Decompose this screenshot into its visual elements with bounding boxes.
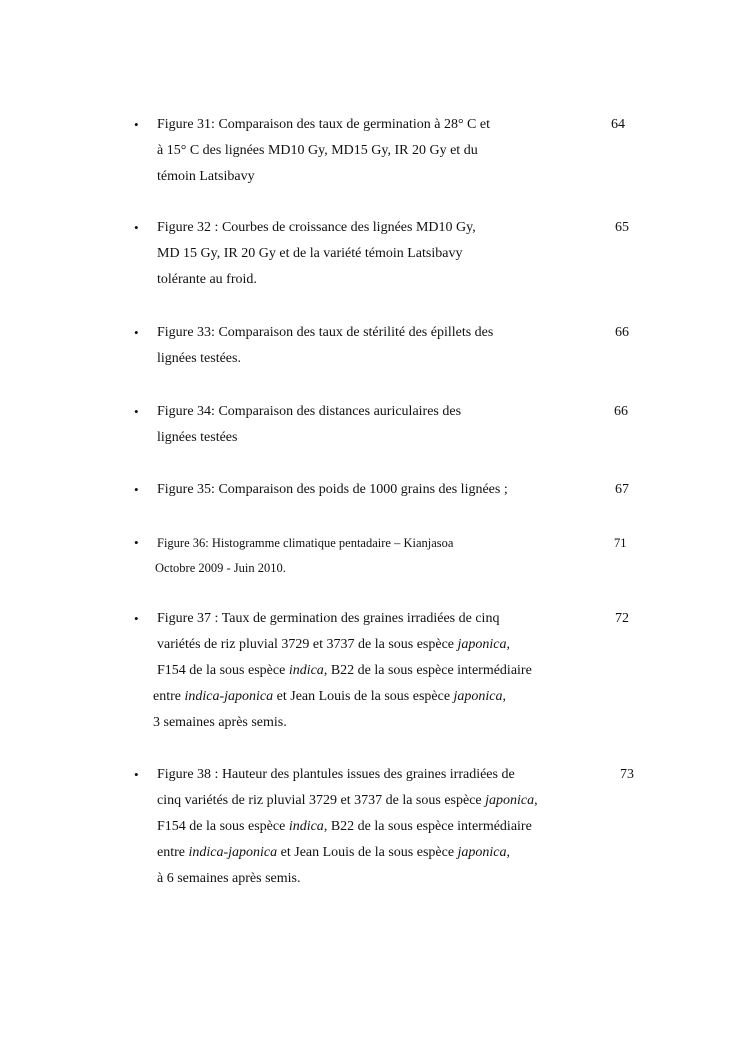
page-number: 66 bbox=[614, 404, 628, 419]
entry-line: lignées testées bbox=[157, 430, 238, 445]
italic-term: indica-japonica bbox=[184, 689, 274, 704]
text-run: , bbox=[506, 637, 511, 652]
text-run: F154 de la sous espèce bbox=[157, 819, 289, 834]
entry-line: Octobre 2009 - Juin 2010. bbox=[155, 561, 286, 575]
italic-term: indica bbox=[288, 819, 324, 834]
entry-line bbox=[153, 684, 506, 710]
entry-line: à 15° C des lignées MD10 Gy, MD15 Gy, IR 20 Gy et du bbox=[157, 143, 478, 158]
bullet-icon: • bbox=[134, 482, 139, 497]
page-number: 64 bbox=[611, 117, 625, 132]
text-run: et Jean Louis de la sous espèce bbox=[273, 689, 454, 704]
entry-line: Figure 33: Comparaison des taux de stérilité des épillets des bbox=[157, 325, 494, 340]
bullet-icon: • bbox=[134, 767, 139, 782]
bullet-icon: • bbox=[134, 325, 139, 340]
italic-term: japonica bbox=[457, 845, 507, 860]
text-run: F154 de la sous espèce bbox=[157, 663, 289, 678]
page-number: 71 bbox=[614, 536, 627, 550]
entry-line: Figure 37 : Taux de germination des graines irradiées de cinq bbox=[157, 611, 500, 626]
text-run: entre bbox=[153, 689, 185, 704]
bullet-icon: • bbox=[134, 535, 139, 550]
text-run: cinq variétés de riz pluvial 3729 et 3737 de la sous espèce bbox=[157, 793, 486, 808]
text-run: , bbox=[506, 845, 511, 860]
bullet-icon: • bbox=[134, 404, 139, 419]
text-run: , bbox=[534, 793, 538, 808]
entry-line bbox=[157, 658, 532, 684]
entry-line: Figure 36: Histogramme climatique pentadaire – Kianjasoa bbox=[157, 536, 454, 550]
entry-line: 3 semaines après semis. bbox=[153, 715, 287, 730]
entry-line bbox=[157, 632, 510, 658]
italic-term: indica-japonica bbox=[188, 845, 278, 860]
page-number: 66 bbox=[615, 325, 629, 340]
italic-term: indica bbox=[288, 663, 324, 678]
entry-line bbox=[157, 814, 532, 840]
page-number: 73 bbox=[620, 767, 634, 782]
text-run: , B22 de la sous espèce intermédiaire bbox=[323, 663, 532, 678]
entry-line: Figure 32 : Courbes de croissance des lignées MD10 Gy, bbox=[157, 220, 476, 235]
page-number: 65 bbox=[615, 220, 629, 235]
bullet-icon: • bbox=[134, 117, 139, 132]
text-run: , B22 de la sous espèce intermédiaire bbox=[323, 819, 532, 834]
entry-line: témoin Latsibavy bbox=[157, 169, 255, 184]
text-run: , bbox=[502, 689, 507, 704]
entry-line: Figure 38 : Hauteur des plantules issues des graines irradiées de bbox=[157, 767, 515, 782]
entry-line: Figure 34: Comparaison des distances auriculaires des bbox=[157, 404, 462, 419]
entry-line: à 6 semaines après semis. bbox=[157, 871, 301, 886]
bullet-icon: • bbox=[134, 220, 139, 235]
italic-term: japonica bbox=[457, 637, 507, 652]
entry-line: lignées testées. bbox=[157, 351, 241, 366]
page-number: 67 bbox=[615, 482, 629, 497]
entry-line: Figure 35: Comparaison des poids de 1000 grains des lignées ; bbox=[157, 482, 508, 497]
bullet-icon: • bbox=[134, 611, 139, 626]
text-run: et Jean Louis de la sous espèce bbox=[277, 845, 458, 860]
entry-line: Figure 31: Comparaison des taux de germination à 28° C et bbox=[157, 117, 490, 132]
page-number: 72 bbox=[615, 611, 629, 626]
text-run: entre bbox=[157, 845, 189, 860]
entry-line bbox=[157, 788, 538, 814]
entry-line: tolérante au froid. bbox=[157, 272, 257, 287]
italic-term: japonica bbox=[485, 793, 535, 808]
entry-line bbox=[157, 840, 510, 866]
entry-line: MD 15 Gy, IR 20 Gy et de la variété témoin Latsibavy bbox=[157, 246, 463, 261]
text-run: variétés de riz pluvial 3729 et 3737 de la sous espèce bbox=[157, 637, 458, 652]
italic-term: japonica bbox=[453, 689, 503, 704]
